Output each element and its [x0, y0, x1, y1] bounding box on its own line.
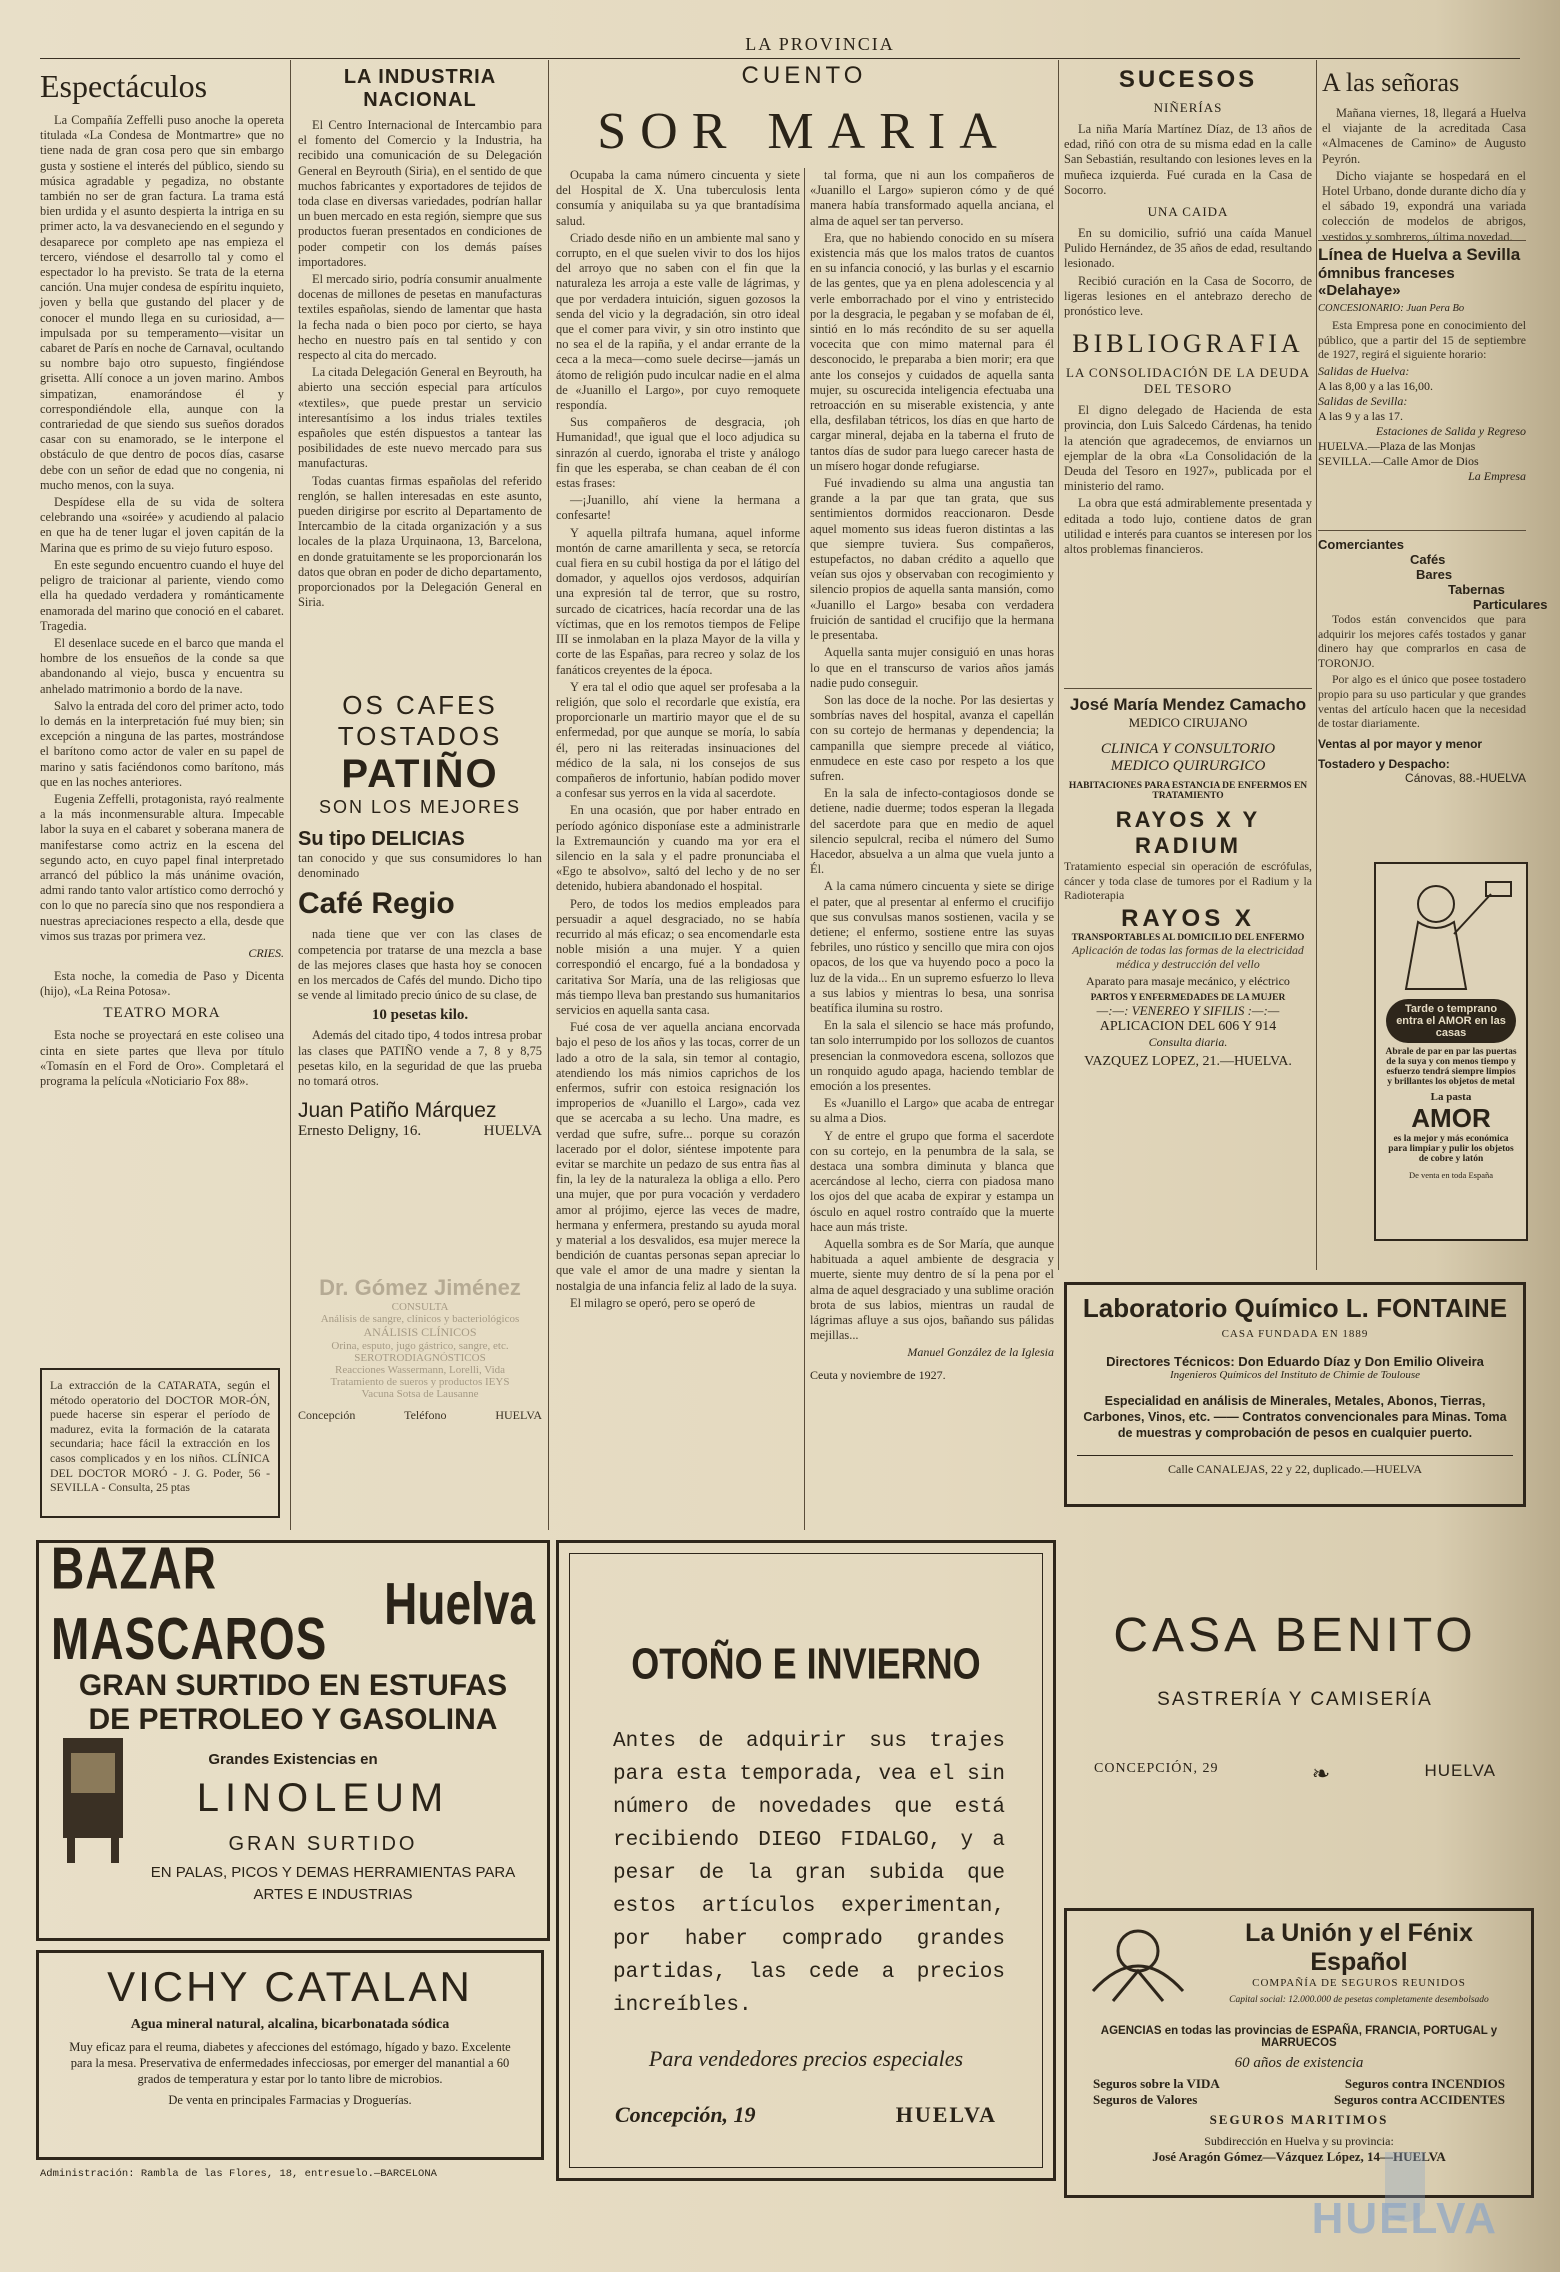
ad-text: Aplicación de todas las formas de la electricidad médica y destrucción del vello [1072, 942, 1304, 972]
ad-line: CONSULTA [391, 1301, 449, 1313]
ad-line: GRAN SURTIDO [228, 1833, 418, 1855]
ad-text: Por algo es el único que posee tostadero propio para su uso particular y que grandes ventas del artículo hacen que la necesidad de tostar diariamente. [1318, 672, 1526, 731]
ad-line: Tabernas [1448, 582, 1505, 597]
ad-line: Orina, esputo, jugo gástrico, sangre, etc. [331, 1340, 509, 1352]
ad-line: CONCEPCIÓN, 29 [1094, 1761, 1219, 1776]
article-paragraph: En su domicilio, sufrió una caída Manuel Pulido Hernández, de 35 años de edad, resultando lesionado. [1064, 226, 1312, 271]
ad-line: AGENCIAS en todas las provincias de ESPAÑA, FRANCIA, PORTUGAL y MARRUECOS [1100, 2025, 1498, 2049]
ad-line: 10 pesetas kilo. [371, 1007, 469, 1024]
story-paragraph: Aquella santa mujer consiguió en unas horas lo que en el transcurso de varios años jamás nadie pudo conseguir. [810, 645, 1054, 690]
ad-line: Tratamiento de sueros y productos IEYS [330, 1376, 510, 1388]
ad-line: HUELVA [483, 1123, 542, 1140]
story-paragraph: Es «Juanillo el Largo» que acaba de entregar su alma a Dios. [810, 1096, 1054, 1126]
article-paragraph: Salvo la entrada del coro del primer acto, todo lo demás en la interpretación fué muy bien; sin excepción a ninguna de las partes, mostrándose el barítono como actor de valer en su papel de marino y satis faciéndonos como barítono, más que en las noches anteriores. [40, 698, 284, 789]
story-paragraph: Sus compañeros de desgracia, ¡oh Humanidad!, que igual que el loco adjudica su sinrazón al cuerdo, ignoraba el triste y análogo fin que les esperaba, se chan ceaban de él con estas frases: [556, 415, 800, 491]
phoenix-icon [1083, 1921, 1193, 2011]
ad-line: EN PALAS, PICOS Y DEMAS HERRAMIENTAS PARA ARTES E INDUSTRIAS [150, 1864, 516, 1903]
ad-line: ómnibus franceses «Delahaye» [1318, 265, 1455, 299]
ad-line: HUELVA [495, 1408, 542, 1422]
section-subheading: LA CONSOLIDACIÓN DE LA DEUDA DEL TESORO [1066, 365, 1310, 397]
story-paragraph: tal forma, que ni aun los compañeros de «Juanillo el Largo» supieron cómo y de qué manera había transformado aquella anciana, el alma de aquel ser tan perverso. [810, 168, 1054, 228]
ad-brand: Huelva [384, 1569, 535, 1637]
story-paragraph: El milagro se operó, pero se operó de [570, 1295, 756, 1310]
industria-column [298, 62, 542, 682]
sucesos-column [1064, 62, 1312, 702]
column-rule [290, 60, 291, 1530]
article-paragraph: Esta noche se proyectará en este coliseo una cinta en siete partes que lleva por título «Tomasín en el Ford de Oro». Completará el programa la película «Noticiario Fox 88». [40, 1028, 284, 1088]
ad-line: Salidas de Sevilla: [1318, 393, 1408, 408]
doctor-analisis-ad [298, 1275, 542, 1530]
woman-illustration [1376, 864, 1526, 994]
article-paragraph: El digno delegado de Hacienda de esta provincia, don Luis Salcedo Cárdenas, ha tenido la atención que agradecemos, de enviarnos un ejemplar de la obra «La Consolidación de la Deuda del Tesoro en 1927», publicada por el ministerio del ramo. [1064, 403, 1312, 494]
ad-line: Cánovas, 88.-HUELVA [1405, 770, 1526, 785]
industria-title: LA INDUSTRIA NACIONAL [343, 66, 497, 111]
ad-line: PARTOS Y ENFERMEDADES DE LA MUJER [1090, 992, 1286, 1003]
ad-line: La pasta [1430, 1091, 1472, 1103]
article-signature: CRIES. [248, 945, 284, 960]
column-rule [548, 60, 549, 1530]
ad-line: La Empresa [1468, 468, 1526, 483]
story-author: Manuel González de la Iglesia [907, 1345, 1054, 1360]
ad-line: Seguros de Valores [1093, 2092, 1198, 2107]
ad-brand: Café Regio [298, 887, 455, 921]
running-header: LA PROVINCIA [745, 34, 895, 54]
story-title: SOR MARIA [597, 103, 1011, 160]
ad-line: APLICACION DEL 606 Y 914 [1099, 1018, 1277, 1034]
ad-line: Subdirección en Huelva y su provincia: [1204, 2134, 1394, 2148]
ad-line: Tostadero y Despacho: [1318, 756, 1450, 771]
story-paragraph: Era, que no habiendo conocido en su mísera existencia más que los malos tratos de cuantos en su infancia conoció, y las burlas y el escarnio de las gentes, que ya en plena adolescencia y al verle emborrachado por el vino y entristecido por la desgracia, le pegaban y se mofaban de él, sintió en lo más recóndito de su ser aquella vocecita que con mimo maternal para él desconocido, le preparaba a bien morir; era que ante los consejos y cuidados de aquella santa mujer, su oscurecida inteligencia efectuaba una retroacción en su miserable existencia, y ante ella, desfilaban tétricos, los días en que harto de cargar mineral, dejaba en la taberna el fruto de tantos días de sudor para luego carecer hasta de un mísero hogar donde refugiarse. [810, 230, 1054, 473]
article-paragraph: La obra que está admirablemente presentada y editada a todo lujo, contiene datos de gran utilidad e interés para cuantos se interesen por los altos problemas financieros. [1064, 496, 1312, 557]
ad-line: RAYOS X Y RADIUM [1115, 807, 1261, 858]
ad-line: HUELVA [895, 2102, 997, 2127]
article-paragraph: La citada Delegación General en Beyrouth, ha abierto una sección especial para artículos «textiles», que puede prestar un servicio interesantísimo a los indus triales textiles españoles que estén dispuestos a tantear las posibilidades de este nuevo mercado para sus manufacturas. [298, 365, 542, 471]
ad-line: Aparato para masaje mecánico, y eléctrico [1086, 973, 1290, 988]
ad-line: Seguros sobre la VIDA [1093, 2076, 1220, 2091]
otono-invierno-ad [556, 1540, 1056, 2181]
article-paragraph: Todas cuantas firmas españolas del referido renglón, se hallen interesadas en este asunto, pueden dirigirse por escrito al Departamento de Intercambio de la citada organización y a sus locales de la plaza Urquinaona, 13, Barcelona, en donde gratuitamente se les proporcionarán los datos que obran en poder de dicho departamento, proporcionados por la Delegación General en Siria. [298, 473, 542, 610]
bazar-mascaros-ad [36, 1534, 550, 1941]
ad-text: Todos están convencidos que para adquirir los mejores cafés tostados y ganar dinero hay que comprarlos en casa de TORONJO. [1318, 612, 1526, 670]
ad-line: A las 9 y a las 17. [1318, 408, 1403, 423]
ad-line: Agua mineral natural, alcalina, bicarbonatada sódica [130, 2017, 450, 2032]
ad-text: La extracción de la CATARATA, según el método operatorio del DOCTOR MOR-ÓN, puede hacerse sin esperar el período de madurez, evita la formación de la catarata secundaria; hace fácil la extracción en los casos complicados y en los niños. CLÍNICA DEL DOCTOR MORÓ - J. G. Poder, 56 - SEVILLA - Consulta, 25 ptas [50, 1378, 270, 1495]
ad-text: Tratamiento especial sin operación de escrófulas, cáncer y toda clase de tumores por el Radium y la Radioterapia [1064, 859, 1312, 903]
ad-line: ANÁLISIS CLÍNICOS [363, 1325, 477, 1339]
ad-text: Esta Empresa pone en conocimiento del público, que a partir del 15 de septiembre de 1927, regirá el siguiente horario: [1318, 318, 1526, 362]
ad-line: TOSTADOS [337, 721, 503, 751]
story-paragraph: Son las doce de la noche. Por las desiertas y sombrías naves del hospital, avanza el capellán con su cortejo de hermanas y dependencia; la campanilla que siempre precede al viático, enmudece en este caso por respeto a los que sufren. [810, 692, 1054, 783]
ad-line: Tarde o temprano entra el AMOR en las casas [1386, 999, 1516, 1043]
ad-line: Particulares [1473, 597, 1548, 612]
ad-line: José María Mendez Camacho [1069, 695, 1307, 714]
ad-line: TRANSPORTABLES AL DOMICILIO DEL ENFERMO [1071, 932, 1305, 943]
story-paragraph: Y aquella piltrafa humana, aquel informe montón de carne amarillenta y seca, se retorcía cual fiera en su cubil hostiga da por el látigo del domador, y aquellos ojos verdosos, adquirían una expresión tal de terror, que su rostro, surcado de cicatrices, hacía recordar una de las víctimas, que en los remotos tiempos de Felipe III se inmolaban en la plaza Mayor de la villa y corte de las Españas, para recreo y solaz de los fanáticos creyentes de la época. [556, 525, 800, 677]
catarata-ad [40, 1368, 280, 1518]
ad-line: HUELVA.—Plaza de las Monjas [1318, 438, 1476, 453]
cafes-patino-ad [298, 690, 542, 1250]
ad-line: RAYOS X [1121, 904, 1255, 932]
ad-line: DE PETROLEO Y GASOLINA [88, 1703, 498, 1736]
espectaculos-title: Espectáculos [40, 68, 208, 104]
ad-text: Antes de adquirir sus trajes para esta temporada, vea el sin número de novedades que está recibiendo DIEGO FIDALGO, y a pesar de la gran subida que estos artículos experimentan, por haber comprado grandes partidas, las cede a precios increíbles. [613, 1730, 1005, 2017]
ad-line: SEGUROS MARITIMOS [1209, 2112, 1389, 2127]
ad-line: De venta en toda España [1408, 1170, 1494, 1180]
ad-line: Capital social: 12.000.000 de pesetas completamente desembolsado [1229, 1995, 1489, 2005]
story-paragraph: Fué cosa de ver aquella anciana encorvada bajo el peso de los años y las tocas, correr de un lado a otro de la sala, sin temor al contagio, atendiendo los más nimios caprichos de los enfermos, sufrir con estoica resignación los improperios de «Juanillo el Largo», cada vez que se acercaba a su lecho. Una madre, es verdad que sufre, sufre... porque su corazón lacerado por el dolor, siéntese impotente para evitar se marchite un pedazo de sus entra ñas al fin, la ley de la naturaleza la obliga a ello. Pero una mujer, que por pura vocación y verdadero amor al prójimo, ejerce las veces de madre, hermana y enfermera, prestando su ayuda moral y material a los desvalidos, esa mujer merece la bendición de cuantas personas sepan apreciar lo que vale el amor de una madre y sientan la nostalgia de una infancia feliz al lado de la suya. [556, 1020, 800, 1293]
ad-brand: La Unión y el Fénix Español [1245, 1919, 1473, 1976]
ad-brand: OTOÑO E INVIERNO [631, 1638, 981, 1688]
ad-line: SEVILLA.—Calle Amor de Dios [1318, 453, 1479, 468]
article-paragraph: El mercado sirio, podría consumir anualmente docenas de millones de pesetas en manufacturas textiles españolas, siendo de lamentar que hasta la fecha nada o bien poco por cierto, se haya hecho en nuestro país en tal sentido y con respecto al cita do mercado. [298, 272, 542, 363]
ad-line: SASTRERÍA Y CAMISERÍA [1157, 1689, 1433, 1710]
story-header [556, 62, 1052, 182]
ad-line: Concepción [298, 1408, 356, 1422]
ad-text: nada tiene que ver con las clases de competencia por tratarse de una mezcla a base de las mejores clases que hasta hoy se conocen en los mercados de Cafés del mundo. Dicho tipo se vende al limitado precio único de su clase, de [298, 927, 542, 1003]
story-kicker: CUENTO [741, 62, 867, 89]
ad-line: Cafés [1410, 552, 1446, 567]
story-paragraph: En una ocasión, que por haber entrado en período agónico disponíase este a administrarle la Extremaunción y cuando ma yor era el silencio en la sala y el padre pronunciaba el «Ego te absolvo», saltó del lecho y de no ser detenido, hubiera abandonado el hospital. [556, 803, 800, 894]
ad-line: Salidas de Huelva: [1318, 363, 1410, 378]
omnibus-ad [1318, 240, 1526, 525]
ad-line: Teléfono [404, 1408, 447, 1422]
ad-brand: Laboratorio Químico L. FONTAINE [1082, 1293, 1508, 1323]
ad-brand: BAZAR MASCAROS [51, 1534, 328, 1672]
espectaculos-column [40, 62, 284, 1532]
ad-line: GRAN SURTIDO EN ESTUFAS [78, 1669, 508, 1702]
vichy-administration: Administración: Rambla de las Flores, 18, entresuelo.—BARCELONA [40, 2168, 437, 2180]
bibliografia-title: BIBLIOGRAFIA [1072, 329, 1304, 359]
ad-line: Comerciantes [1318, 537, 1404, 552]
ad-line: Su tipo DELICIAS [298, 828, 465, 850]
ad-line: Seguros contra INCENDIOS [1344, 2076, 1505, 2091]
story-paragraph: En la sala de infecto-contagiosos donde se detiene, nadie duerme; todos esperan la llegada del sacerdote para que en medio de aquel silencio sepulcral, reciba el número del Sumo Hacedor, absuelva a un alma que vuela junto a Él. [810, 786, 1054, 877]
ad-line: Línea de Huelva a Sevilla [1318, 245, 1521, 264]
story-paragraph: Criado desde niño en un ambiente mal sano y corrupto, en el que suelen vivir to dos los hijos del arroyo que no saben con el fin que la naturaleza les arroja a este valle de lágrimas, y que por verdadera intuición, siguen gozosos la senda del vicio y la degradación, sin otro ideal que el comer para vivir, y sin otro instinto que no sea el de la rapiña, y el andar errante de la ceca a la meca—como suele decirse—jamás un átomo de religión pudo inculcar nadie en el alma de «Juanillo el Largo», por cuyo remoquete respondía. [556, 230, 800, 413]
ad-line: CONCESIONARIO: Juan Pera Bo [1318, 303, 1465, 314]
article-paragraph: La Compañía Zeffelli puso anoche la opereta titulada «La Condesa de Montmartre» que no tiene nada de gran cosa pero que sin embargo gusta y sostiene el interés del público, siendo su música agradable y pegadiza, no obstante también no ser de gran factura. La trama está bien urdida y el asunto despierta la intriga en su primer acto, la va desvaneciendo en el segundo y desaparece por completo ape nas empieza el tercero, viéndose el desarrollo tal y como el espectador lo ha previsto. Se trata de la eterna canción. Una mujer condesa de espíritu inquieto, joven y bella que gustando del placer y de conocer el mundo llega en su curiosidad, a—impulsada por su temperamento—visitar un cabaret de París en noche de Carnaval, ocultando su nombre bajo otro supuesto, fingiéndose grisetta. Allí conoce a un joven marino. Ambos simpatizan, enamorándose él y correspondiéndole ella, aunque con la contrariedad de que siendo sus sueños dorados casar con su enamorado, se le interpone el obstáculo de que dentro de pocos días, casarse debe con un señor de edad que no congenia, ni mucho menos, con la suya. [40, 113, 284, 492]
ad-line: SEROTRODIAGNÓSTICOS [354, 1352, 486, 1364]
article-paragraph: Eugenia Zeffelli, protagonista, rayó realmente a la más inconmensurable altura. Impecable labor la suya en el cabaret y soberana manera de manifestarse como actriz en la escena del segundo acto, en cuyo papel final interpretado arrancó del público la más unánime ovación, admi rando tanto valor artístico como derrochó y con lo que no parecía sino que nos respondiera a nuestras apreciaciones respecto a ella, desde que vimos sus trazas por primera vez. [40, 791, 284, 943]
doctor-mendez-ad [1064, 688, 1312, 1255]
story-paragraph: En la sala el silencio se hace más profundo, tan solo interrumpido por los sollozos de cuantos presencian la conmovedora escena, sollozos que un ronquido agudo apaga, haciendo temblar de emoción a los presentes. [810, 1018, 1054, 1093]
ad-line: Estaciones de Salida y Regreso [1375, 423, 1526, 438]
ad-line: Vacuna Sotsa de Lausanne [361, 1388, 479, 1400]
ad-line: 60 años de existencia [1234, 2055, 1364, 2071]
ad-line: A las 8,00 y a las 16,00. [1318, 378, 1433, 393]
ad-line: Ingenieros Químicos del Instituto de Chimie de Toulouse [1169, 1369, 1421, 1381]
ad-line: —:—: VENEREO Y SIFILIS :—:— [1096, 1002, 1280, 1018]
section-subheading: TEATRO MORA [103, 1005, 221, 1022]
ad-line: VAZQUEZ LOPEZ, 21.—HUELVA. [1084, 1053, 1292, 1069]
article-paragraph: Despídese ella de su vida de soltera celebrando una «soirée» y acudiendo al palacio en que ha de tener lugar el joven capitán de la Marina que es primo de su viejo futuro esposo. [40, 495, 284, 555]
ad-line: Directores Técnicos: Don Eduardo Díaz y Don Emilio Oliveira [1106, 1354, 1484, 1369]
ornament-icon: ❧ [1311, 1761, 1332, 1786]
ad-brand: VICHY CATALAN [107, 1963, 473, 2010]
ad-line: Calle CANALEJAS, 22 y 22, duplicado.—HUELVA [1077, 1455, 1513, 1477]
senoras-title: A las señoras [1322, 68, 1460, 97]
story-date: Ceuta y noviembre de 1927. [810, 1368, 946, 1383]
story-paragraph: Y era tal el odio que aquel ser profesaba a la religión, que solo el recordarle que existía, era proporcionarle un martirio mayor que el de su enfermedad, por que aunque se moría, lo sabía él, pero ni las reiteradas insinuaciones del médico de la sala, ni los consejos de sus compañeros de infortunio, habían podido mover a confesar sus yerros en la vida al sacerdote. [556, 679, 800, 801]
ad-line: CASA FUNDADA EN 1889 [1221, 1328, 1369, 1340]
ad-line: MEDICO QUIRURGICO [1110, 758, 1266, 774]
ad-line: Análisis de sangre, clínicos y bacteriológicos [320, 1313, 520, 1325]
ad-text: tan conocido y que sus consumidores lo han denominado [298, 851, 542, 881]
ad-brand: PATIÑO [341, 752, 499, 796]
ad-text: Abrale de par en par las puertas de la suya y con menos tiempo y esfuerzo tendrá siempre limpios y brillantes los objetos de metal [1385, 1047, 1517, 1087]
top-rule [40, 58, 1520, 59]
ad-line: SON LOS MEJORES [318, 797, 522, 817]
ad-line: Ernesto Deligny, 16. [298, 1123, 422, 1140]
article-paragraph: La niña María Martínez Díaz, de 13 años de edad, riñó con otra de su misma edad en la calle San Sebastián, resultando con lesiones leves en la muñeca izquierda. Fué curada en la Casa de Socorro. [1064, 122, 1312, 197]
ad-line: José Aragón Gómez—Vázquez López, 14—HUELVA [1152, 2149, 1446, 2164]
ad-text: Especialidad en análisis de Minerales, Metales, Abonos, Tierras, Carbones, Vinos, etc. —— Contratos convencionales para Minas. Toma de muestras y comprobación de pesos en cualquier puerto. [1083, 1394, 1507, 1440]
story-paragraph: A la cama número cincuenta y siete se dirige el pater, que al presentar al enfermo el crucifijo que sus convulsas manos sostienen, vacila y se detiene; el enfermo, sostiene entre las suyas febriles, uno rústico y sencillo que mira con ojos opacos, de los que va huyendo poco a poco la luz de la vida... En un supremo esfuerzo lo lleva a sus labios y mientras lo besa, una sonrisa beatífica ilumina su rostro. [810, 879, 1054, 1015]
ad-line: Bares [1416, 567, 1453, 582]
ad-line: Reacciones Wassermann, Lorelli, Vida [334, 1364, 506, 1376]
story-paragraph: Y de entre el grupo que forma el sacerdote con su cortejo, en la penumbra de la sala, se destaca una sombra diminuta y blanca que acercándose al lecho, cierra con piadosa mano los ojos del que acaba de expirar y estampa un ósculo en aquel rostro contraído que la muerte hace aun más triste. [810, 1128, 1054, 1234]
story-paragraph: Ocupaba la cama número cincuenta y siete del Hospital de X. Una tuberculosis lenta consumía y aniquilaba su ya que brantadísima salud. [556, 168, 800, 228]
ad-text: Además del citado tipo, 4 todos intresa probar las clases que PATIÑO vende a 7, 8 y 8,75 pesetas kilo, en la seguridad de que las prueba no tomará otros. [298, 1028, 542, 1089]
ad-line: Ventas al por mayor y menor [1318, 736, 1483, 751]
archive-stamp-text: HUELVA [1311, 2194, 1498, 2243]
ad-line: HABITACIONES PARA ESTANCIA DE ENFERMOS EN TRATAMIENTO [1068, 781, 1308, 801]
ad-text: es la mejor y más económica para limpiar y pulir los objetos de cobre y latón [1388, 1134, 1514, 1164]
ad-line: De venta en principales Farmacias y Droguerías. [168, 2093, 412, 2107]
story-paragraph: Aquella sombra es de Sor María, que aunque habituada a aquel ambiente de desgracia y muerte, siente muy dentro de sí la pena por el alma de aquel desgraciado y una sublime oración brota de sus labios, mientras un raudal de lágrimas afluye a sus ojos, bañando sus pálidas mejillas... [810, 1237, 1054, 1343]
column-rule [1316, 60, 1317, 1270]
ad-line: Dr. Gómez Jiménez [319, 1275, 521, 1300]
ad-brand: AMOR [1411, 1103, 1491, 1133]
column-rule [1058, 60, 1059, 1270]
article-paragraph: El Centro Internacional de Intercambio para el fomento del Comercio y la Industria, ha recibido una comunicación de su Delegación General en Beyrouth (Siria), en el sentido de que muchos fabricantes y exportadores de tejidos de toda clase en diversas variedades, podrían hallar un buen mercado en esta región, siempre que sus productos fueran presentados en condiciones de poder competir con los demás países importadores. [298, 118, 542, 269]
ad-line: MEDICO CIRUJANO [1128, 715, 1248, 730]
ad-line: Grandes Existencias en [208, 1751, 378, 1768]
ad-line: Juan Patiño Márquez [298, 1099, 497, 1123]
ad-line: Para vendedores precios especiales [648, 2046, 964, 2071]
ad-line: Consulta diaria. [1148, 1034, 1228, 1049]
ad-line: OS CAFES [342, 690, 498, 720]
section-subheading: NIÑERÍAS [1153, 100, 1223, 115]
article-paragraph: En este segundo encuentro cuando el huye del peligro de traicionar al pariente, viendo como ella ha quedado verdadera y románticamente enamorada del marino que conoció en el cabaret. Tragedia. [40, 557, 284, 633]
ad-text: Muy eficaz para el reuma, diabetes y afecciones del estómago, hígado y bazo. Excelente para la mesa. Preservativa de enfermedades infecciosas, por emerger del manantial a 60 grados de temperatura y estar por lo tanto libre de microbios. [69, 2040, 511, 2086]
article-paragraph: Mañana viernes, 18, llegará a Huelva el viajante de la acreditada Casa «Almacenes de Camino» de Augusto Peyrón. [1322, 106, 1526, 166]
article-paragraph: Dicho viajante se hospedará en el Hotel Urbano, donde durante dicho día y el sábado 19, expondrá una variada colección de modelos de abrigos, vestidos y sombreros, última novedad. [1322, 168, 1526, 244]
column-rule [804, 168, 805, 1530]
story-paragraph: Pero, de todos los medios empleados para persuadir a aquel desgraciado, no se había recurrido al más eficaz; o sea encomendarle esta noble misión a una mujer. Y a quien correspondió el encargo, fué a la bondadosa y caritativa Sor María, una de las religiosas que más tiempo lleva ban prestando sus humanitarios servicios en aquella santa casa. [556, 896, 800, 1017]
sucesos-title: SUCESOS [1118, 66, 1258, 93]
article-paragraph: Recibió curación en la Casa de Socorro, de ligeras lesiones en el antebrazo derecho de pronóstico leve. [1064, 273, 1312, 319]
ad-line: HUELVA [1424, 1761, 1496, 1780]
article-paragraph: El desenlace sucede en el barco que manda el hombre de los ensueños de la conde sa que abandonando al viejo, busca y encuentra su anhelado matrimonio a bordo de la nave. [40, 635, 284, 696]
vichy-catalan-ad [36, 1950, 544, 2160]
ad-line: CLINICA Y CONSULTORIO [1100, 741, 1276, 757]
amor-ad [1374, 862, 1528, 1241]
casa-benito-ad [1064, 1520, 1526, 1900]
stove-icon [53, 1728, 133, 1868]
laboratorio-fontaine-ad [1064, 1282, 1526, 1507]
story-paragraph: Fué invadiendo su alma una angustia tan grande a la par que tan grata, que sus sentimientos dormidos reaccionaron. Desde aquel momento sus ideas fueron distintas a las que siempre tuviera. Sus compañeros, estupefactos, no daban crédito a aquello que veían sus ojos y observaban con recogimiento y silencio propios de aquella santa mansión, como «Juanillo el Largo» besaba con verdadera fruición de santidad el crucifijo que la hermana le presentaba. [810, 476, 1054, 643]
section-subheading: UNA CAIDA [1147, 204, 1229, 220]
ad-line: COMPAÑÍA DE SEGUROS REUNIDOS [1252, 1977, 1466, 1989]
toronjo-cafe-ad [1318, 530, 1548, 867]
story-column-1 [556, 168, 800, 1530]
story-paragraph: —¡Juanillo, ahí viene la hermana a confesarte! [556, 493, 800, 523]
ad-line: Seguros contra ACCIDENTES [1334, 2092, 1505, 2107]
story-column-2 [810, 168, 1054, 1530]
article-paragraph: Esta noche, la comedia de Paso y Dicenta (hijo), «La Reina Potosa». [40, 968, 284, 999]
ad-brand: LINOLEUM [196, 1776, 450, 1820]
ad-brand: CASA BENITO [1113, 1609, 1477, 1662]
ad-line: Concepción, 19 [615, 2102, 756, 2127]
